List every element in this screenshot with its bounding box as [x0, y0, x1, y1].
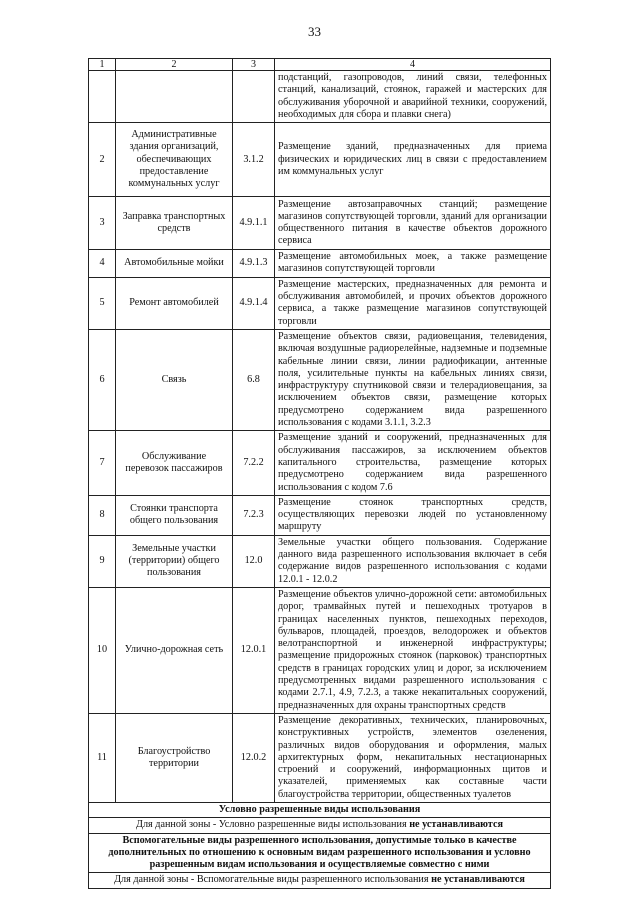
table-row: [89, 277, 551, 329]
table-row: [89, 123, 551, 197]
row-number: 5: [89, 277, 116, 329]
use-type-name: Земельные участки (территории) общего пользования: [116, 535, 233, 587]
section-note-row: [89, 873, 551, 888]
conditional-uses-status: не устанавливаются: [409, 819, 503, 831]
table-row: [89, 71, 551, 123]
table-header-row: [89, 59, 551, 71]
row-number: 6: [89, 329, 116, 430]
column-header: 2: [116, 59, 233, 71]
table-row: [89, 713, 551, 802]
use-type-code: 7.2.3: [233, 495, 275, 535]
use-type-name: Заправка транспортных средств: [116, 197, 233, 250]
table-row: [89, 587, 551, 713]
use-type-code: 4.9.1.3: [233, 250, 275, 278]
row-number: 10: [89, 587, 116, 713]
use-type-name: Улично-дорожная сеть: [116, 587, 233, 713]
row-number: 4: [89, 250, 116, 278]
row-number: 2: [89, 123, 116, 197]
use-type-description: Размещение автозаправочных станций; размещение магазинов сопутствующей торговли, зданий для организации общественного питания в качестве объектов дорожного сервиса: [275, 197, 551, 250]
auxiliary-uses-note: [89, 873, 551, 888]
use-type-code: 12.0.1: [233, 587, 275, 713]
table-row: [89, 329, 551, 430]
section-title-row: [89, 833, 551, 873]
column-header: 4: [275, 59, 551, 71]
use-type-description: Размещение зданий и сооружений, предназначенных для обслуживания пассажиров, за исключением объектов капитального строительства, размещение которых предусмотрено содержанием вида разрешенного использования с кодом 7.6: [275, 431, 551, 495]
use-type-name: Стоянки транспорта общего пользования: [116, 495, 233, 535]
use-type-code: 6.8: [233, 329, 275, 430]
use-type-description: Размещение объектов связи, радиовещания, телевидения, включая воздушные радиорелейные, надземные и подземные кабельные линии связи, линии радиофикации, антенные поля, усилительные пункты на кабельных линиях связи, инфраструктуру спутниковой связи и телерадиовещания, за исключением объектов связи, размещение которых предусмотрено содержанием вида разрешенного использования с кодами 3.1.1, 3.2.3: [275, 329, 551, 430]
use-type-name: Автомобильные мойки: [116, 250, 233, 278]
use-type-code: 3.1.2: [233, 123, 275, 197]
table-row: [89, 495, 551, 535]
use-type-description: Размещение автомобильных моек, а также размещение магазинов сопутствующей торговли: [275, 250, 551, 278]
auxiliary-uses-title: Вспомогательные виды разрешенного использования, допустимые только в качестве дополнительных по отношению к основным видам разрешенного использования и условно разрешенным видам использования и осуществляемые совместно с ними: [89, 833, 551, 873]
use-type-code: [233, 71, 275, 123]
use-type-name: Административные здания организаций, обеспечивающих предоставление коммунальных услуг: [116, 123, 233, 197]
use-type-description: Размещение зданий, предназначенных для приема физических и юридических лиц в связи с предоставлением им коммунальных услуг: [275, 123, 551, 197]
table-row: [89, 250, 551, 278]
use-type-name: Ремонт автомобилей: [116, 277, 233, 329]
row-number: 8: [89, 495, 116, 535]
page-number: 33: [308, 24, 321, 39]
section-title-row: [89, 802, 551, 817]
use-type-name: Обслуживание перевозок пассажиров: [116, 431, 233, 495]
column-header: 1: [89, 59, 116, 71]
column-header: 3: [233, 59, 275, 71]
conditional-uses-title: Условно разрешенные виды использования: [89, 802, 551, 817]
use-type-description: Размещение мастерских, предназначенных для ремонта и обслуживания автомобилей, и прочих объектов дорожного сервиса, а также размещение магазинов сопутствующей торговли: [275, 277, 551, 329]
use-type-name: Связь: [116, 329, 233, 430]
permitted-use-table: [88, 58, 551, 889]
use-type-code: 12.0.2: [233, 713, 275, 802]
use-type-code: 7.2.2: [233, 431, 275, 495]
row-number: 9: [89, 535, 116, 587]
table-row: [89, 197, 551, 250]
use-type-name: [116, 71, 233, 123]
use-type-code: 4.9.1.1: [233, 197, 275, 250]
section-note-row: [89, 818, 551, 833]
use-type-description: Размещение объектов улично-дорожной сети: автомобильных дорог, трамвайных путей и пешеходных тротуаров в границах населенных пунктов, пешеходных переходов, бульваров, площадей, проездов, велодорожек и объектов велотранспортной и инженерной инфраструктуры; размещение придорожных стоянок (парковок) транспортных средств в границах городских улиц и дорог, за исключением предусмотренных видами разрешенного использования с кодами 2.7.1, 4.9, 7.2.3, а также некапитальных сооружений, предназначенных для охраны транспортных средств: [275, 587, 551, 713]
row-number: [89, 71, 116, 123]
row-number: 7: [89, 431, 116, 495]
conditional-uses-text: Для данной зоны - Условно разрешенные виды использования: [136, 819, 410, 831]
use-type-description: Размещение стоянок транспортных средств, осуществляющих перевозки людей по установленному маршруту: [275, 495, 551, 535]
auxiliary-uses-text: Для данной зоны - Вспомогательные виды разрешенного использования: [114, 874, 432, 886]
auxiliary-uses-status: не устанавливаются: [431, 874, 525, 886]
use-type-description: Размещение декоративных, технических, планировочных, конструктивных устройств, элементов озеленения, различных видов оборудования и оформления, малых архитектурных форм, некапитальных нестационарных строений и сооружений, информационных щитов и указателей, применяемых как составные части благоустройства территории, общественных туалетов: [275, 713, 551, 802]
table-row: [89, 535, 551, 587]
row-number: 3: [89, 197, 116, 250]
use-type-name: Благоустройство территории: [116, 713, 233, 802]
use-type-description: подстанций, газопроводов, линий связи, телефонных станций, канализаций, стоянок, гаражей и мастерских для обслуживания уборочной и аварийной техники, сооружений, необходимых для сбора и плавки снега): [275, 71, 551, 123]
conditional-uses-note: [89, 818, 551, 833]
use-type-code: 12.0: [233, 535, 275, 587]
use-type-code: 4.9.1.4: [233, 277, 275, 329]
use-type-description: Земельные участки общего пользования. Содержание данного вида разрешенного использования включает в себя содержание видов разрешенного использования с кодами 12.0.1 - 12.0.2: [275, 535, 551, 587]
table-row: [89, 431, 551, 495]
row-number: 11: [89, 713, 116, 802]
